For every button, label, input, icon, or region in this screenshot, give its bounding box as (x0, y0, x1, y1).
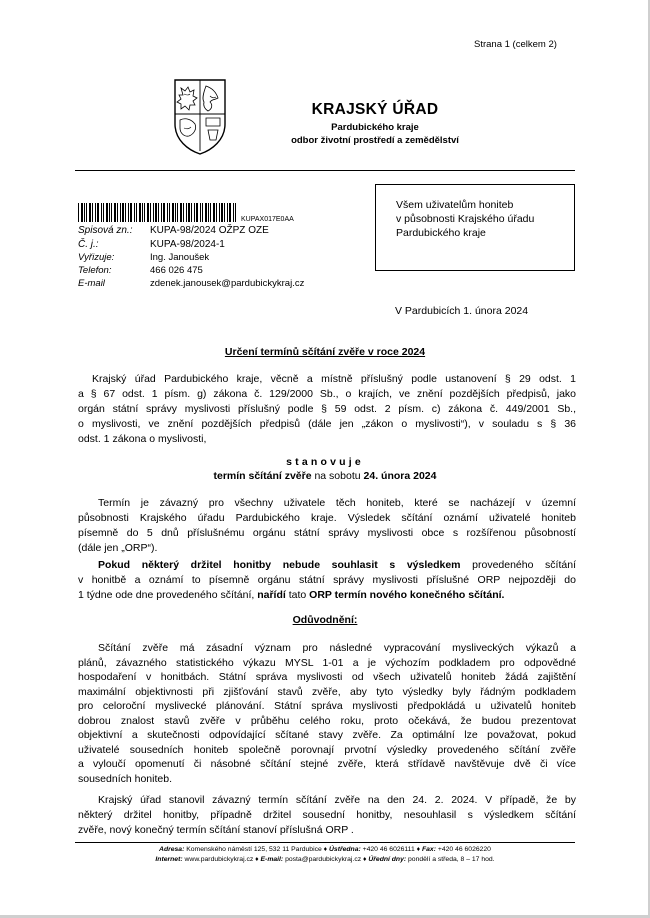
reasoning-line: plánů, závazného statistického výkazu MYSL 1-01 a je výchozím podkladem pro odpovědné (78, 656, 576, 669)
footer-label: Fax: (421, 846, 436, 853)
footer-value: posta@pardubickykraj.cz (283, 856, 363, 863)
footer-value: Komenského náměstí 125, 532 11 Pardubice (184, 846, 324, 853)
text-fragment: 1 týdne ode dne provedeného sčítání, (78, 589, 258, 601)
decree-term-mid: na sobotu (311, 470, 364, 482)
reasoning-paragraph (78, 641, 576, 786)
decree-verb: stanovuje (286, 456, 364, 468)
paragraph-validity (78, 496, 576, 556)
footer-label: Adresa: (159, 846, 185, 853)
footer-value: +420 46 6026220 (435, 846, 491, 853)
office-department: odbor životní prostředí a zemědělství (291, 135, 459, 146)
text-fragment-bold: ORP termín nového konečného sčítání. (309, 589, 505, 601)
footer-label: Internet: (155, 856, 183, 863)
coat-of-arms-icon (172, 78, 228, 156)
reasoning-line: pro celoroční myslivecké plánování. Státní správa myslivosti předpokládá u uživatelů honiteb (78, 700, 576, 712)
paragraph-line (78, 558, 576, 573)
closing-line: Krajský úřad stanovil závazný termín sčítání zvěře na den 24. 2. 2024. V případě, že by (98, 794, 576, 806)
intro-line: Krajský úřad Pardubického kraje, věcně a místně příslušný podle ustanovení § 29 odst. 1 (92, 373, 576, 385)
text-fragment-bold: nařídí (257, 589, 286, 601)
decree-term (0, 470, 650, 482)
spisova-value: KUPA-98/2024 OŽPZ OZE (150, 225, 269, 236)
reasoning-line: sousedních honiteb. (78, 772, 172, 785)
paragraph-line: působnosti Krajského úřadu Pardubického kraje. Výsledek sčítání oznámí uživatelé honiteb (78, 512, 576, 524)
date-line: V Pardubicích 1. února 2024 (395, 305, 529, 317)
document-title: Určení termínů sčítání zvěře v roce 2024 (224, 346, 426, 358)
footer-value: pondělí a středa, 8 – 17 hod. (406, 856, 495, 863)
email-label: E-mail (78, 278, 105, 289)
text-fragment: tato (285, 589, 310, 601)
intro-line: o myslivosti, ve znění pozdějších předpisů (dále jen „zákon o myslivosti“), v souladu s § 36 (78, 418, 576, 430)
telefon-value: 466 026 475 (150, 265, 203, 276)
intro-line: odst. 1 zákona o myslivosti, (78, 433, 207, 445)
office-title: KRAJSKÝ ÚŘAD (311, 101, 439, 118)
email-value: zdenek.janousek@pardubickykraj.cz (150, 278, 305, 289)
closing-paragraph (78, 793, 576, 838)
recipient-line-3: Pardubického kraje (396, 227, 486, 239)
barcode-text: KUPAX017E0AA (241, 216, 294, 223)
paragraph-line: písemně do 5 dnů příslušnému orgánu státní správy myslivosti obce s rozšířenou působností (78, 527, 576, 539)
footer-label: E-mail: (260, 856, 284, 863)
vyrizuje-label: Vyřizuje: (78, 252, 115, 263)
footer-divider (75, 842, 575, 843)
reasoning-line: objektivní a skutečnosti odpovídající sčítané stavy zvěře. Za optimální lze považovat, pokud (78, 729, 576, 741)
paragraph-line: Termín je závazný pro všechny uživatele těch honiteb, které se nacházejí v územní (98, 497, 576, 509)
closing-line: některý držitel honitby, případně držitel sousední honitby, nesouhlasil s výsledkem sčítání (78, 809, 576, 821)
office-region: Pardubického kraje (331, 122, 419, 133)
footer-value: www.pardubickykraj.cz (182, 856, 256, 863)
vyrizuje-value: Ing. Janoušek (150, 252, 210, 263)
disagreement-rest: provedeného sčítání (460, 559, 576, 571)
telefon-label: Telefon: (78, 265, 112, 276)
footer-value: +420 46 6026111 (360, 846, 417, 853)
cj-value: KUPA-98/2024-1 (150, 239, 225, 250)
decree-term-date: 24. února 2024 (363, 470, 437, 482)
reasoning-line: Sčítání zvěře má zásadní význam pro následné vypracování mysliveckých výkazů a (98, 642, 576, 654)
intro-paragraph (78, 372, 576, 447)
footer-label: Úřední dny: (368, 856, 407, 863)
footer-label: Ústředna: (329, 846, 361, 853)
intro-line: a § 67 odst. 1 písm. g) zákona č. 129/2000 Sb., o krajích, ve znění pozdějších předpisů, jako (78, 388, 576, 400)
barcode (78, 203, 236, 222)
decree-term-prefix: termín sčítání zvěře (213, 470, 312, 482)
reasoning-line: hospodaření v honitbách. Státní správa myslivosti od všech uživatelů honiteb žádá zajištění (78, 671, 576, 683)
intro-line: orgán státní správy myslivosti příslušný podle § 59 odst. 2 písm. c) zákona č. 449/2001 Sb., (78, 403, 576, 415)
recipient-line-2: v působnosti Krajského úřadu (396, 213, 535, 225)
reasoning-line: a vyloučí opomenutí či násobné sčítání stejné zvěře, která střídavě navštěvuje dvě či více (78, 758, 576, 770)
reasoning-line: uživatelé sousedních honiteb společně porovnají prvotní výsledky provedeného sčítání zvěře (78, 743, 576, 756)
reasoning-heading: Odůvodnění: (292, 614, 358, 626)
closing-line: zvěře, nový konečný termín sčítání stanoví příslušná ORP . (78, 824, 354, 836)
cj-label: Č. j.: (78, 239, 99, 250)
paragraph-disagreement (78, 558, 576, 603)
disagreement-bold: Pokud některý držitel honitby nebude souhlasit s výsledkem (98, 559, 461, 571)
spisova-label: Spisová zn.: (78, 225, 133, 236)
reasoning-line: dobrou znalost stavů zvěře v průběhu celého roku, proto očekává, že budou prezentovat (78, 714, 576, 727)
reasoning-line: maximální objektivnosti při zjišťování stavů zvěře, aby tyto výsledky byly řádným podkladem (78, 685, 576, 698)
paragraph-line: (dále jen „ORP“). (78, 542, 158, 554)
paragraph-line (78, 588, 576, 603)
footer-line-1: Adresa: Komenského náměstí 125, 532 11 Pardubice ♦ Ústředna: +420 46 6026111 ♦ Fax: +420 46 6026220 (159, 846, 491, 853)
recipient-line-1: Všem uživatelům honiteb (396, 199, 514, 211)
header-divider (75, 170, 575, 171)
page-counter: Strana 1 (celkem 2) (474, 39, 557, 50)
footer-line-2: Internet: www.pardubickykraj.cz ♦ E-mail: posta@pardubickykraj.cz ♦ Úřední dny: pondělí a středa, 8 – 17 hod. (155, 856, 495, 863)
paragraph-line: v honitbě a oznámí to písemně orgánu státní správy myslivosti příslušné ORP nejpozději do (78, 574, 576, 586)
